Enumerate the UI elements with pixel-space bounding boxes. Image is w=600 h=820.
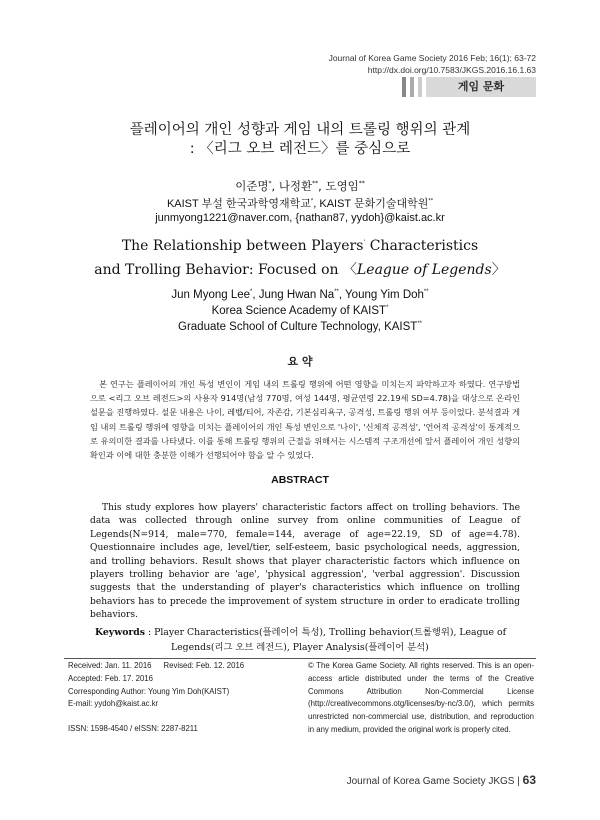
issn: ISSN: 1598-4540 / eISSN: 2287-8211 — [68, 724, 198, 734]
authors-english: Jun Myong Lee*, Jung Hwan Na**, Young Yim Doh** — [171, 289, 429, 301]
keywords-line1: Keywords : Player Characteristics(플레이어 특성), Trolling behavior(트롤행위), League of — [95, 627, 507, 638]
footer-divider — [64, 658, 536, 659]
title-english-line1: The Relationship between Players’ Characteristics — [121, 238, 479, 254]
copyright-notice: © The Korea Game Society. All rights reserved. This is an open-access article distributed under the terms of the Creative Commons Attribution Non-Commercial License (http://creativecommons.otg/licenses/by-nc/3.0/), which permits unrestricted non-commercial use, distribution, and reproduction in any medium, provided the original work is properly cited. — [308, 661, 534, 734]
footer-dates — [68, 660, 288, 736]
revised-date: Revised: Feb. 12. 2016 — [163, 661, 245, 670]
abstract-english-body: This study explores how players' characteristic factors affect on trolling behaviors. The data was collected through online survey from online communities of League of Legends(N=914, male=770, female=144, average of age=22.19, SD of age=4.78). Questionnaire includes age, level/tier, self-esteem, basic psychological needs, aggression, and trolling behaviors. Result shows that player characteristic factors which influence on players trolling behavior are 'age', 'physical aggression', 'verbal aggression'. Discussion suggests that the understanding of player's characteristics which influence on trolling behaviors has to precede the improvement of system structure in order to eradicate trolling behaviors. — [90, 503, 520, 621]
page-number: 63 — [522, 773, 536, 787]
keywords-label: Keywords — [95, 627, 146, 638]
corresponding-author: Corresponding Author: Young Yim Doh(KAIST) — [68, 686, 230, 696]
category-bar-decoration — [410, 77, 414, 97]
journal-name: Journal of Korea Game Society JKGS — [346, 776, 515, 787]
category-label: 게임 문화 — [426, 77, 536, 97]
keywords-line2: Legends(리그 오브 레전드), Player Analysis(플레이어 분석) — [171, 642, 429, 653]
author-emails[interactable]: junmyong1221@naver.com, {nathan87, yydoh}@kaist.ac.kr — [155, 212, 445, 224]
authors-korean: 이준명*, 나정환**, 도영임** — [235, 179, 365, 193]
abstract-english-heading: ABSTRACT — [271, 474, 329, 486]
page-footer: Journal of Korea Game Society JKGS | 63 — [346, 773, 536, 787]
corresponding-email[interactable]: E-mail: yydoh@kaist.ac.kr — [68, 699, 159, 709]
title-korean-line1: 플레이어의 개인 성향과 게임 내의 트롤링 행위의 관계 — [129, 122, 471, 138]
journal-citation: Journal of Korea Game Society 2016 Feb; 16(1): 63-72 — [328, 53, 536, 63]
abstract-korean-body: 본 연구는 플레이어의 개인 특성 변인이 게임 내의 트롤링 행위에 어떤 영향을 미치는지 파악하고자 하였다. 연구방법으로 <리그 오브 레전드>의 사용자 914명(남성 770명, 여성 144명, 평균연령 22.19세 SD=4.78)을 대상으로 온라인 설문을 진행하였다. 설문 내용은 나이, 레벨/티어, 자존감, 기본심리욕구, 공격성, 트롤링 행위 여부 등이었다. 분석결과 게임 내의 트롤링 행위에 영향을 미치는 플레이어의 개인 특성 변인으로 '나이', '신체적 공격성', '언어적 공격성'이 통계적으로 유의미한 결과를 나타냈다. 이를 통해 트롤링 행위의 근절을 위해서는 시스템적 구조개선에 앞서 플레이어 개인 성향의 확인과 이에 대한 충분한 이해가 선행되어야 함을 알 수 있었다. — [90, 379, 520, 461]
title-english-line2: and Trolling Behavior: Focused on 〈League of Legends〉 — [94, 262, 506, 278]
category-bar-decoration — [418, 77, 422, 97]
abstract-korean-heading: 요 약 — [287, 355, 313, 368]
received-date: Received: Jan. 11. 2016 — [68, 661, 152, 670]
accepted-date: Accepted: Feb. 17. 2016 — [68, 673, 153, 683]
category-bar-decoration — [402, 77, 406, 97]
category-banner — [402, 77, 536, 97]
affiliation-english-2: Graduate School of Culture Technology, KAIST** — [178, 321, 422, 333]
affiliations-korean: KAIST 부설 한국과학영재학교*, KAIST 문화기술대학원** — [166, 198, 434, 210]
title-korean-line2: : 〈리그 오브 레전드〉를 중심으로 — [189, 141, 411, 157]
doi-link[interactable]: http://dx.doi.org/10.7583/JKGS.2016.16.1.63 — [367, 65, 536, 75]
affiliation-english-1: Korea Science Academy of KAIST* — [211, 305, 389, 317]
